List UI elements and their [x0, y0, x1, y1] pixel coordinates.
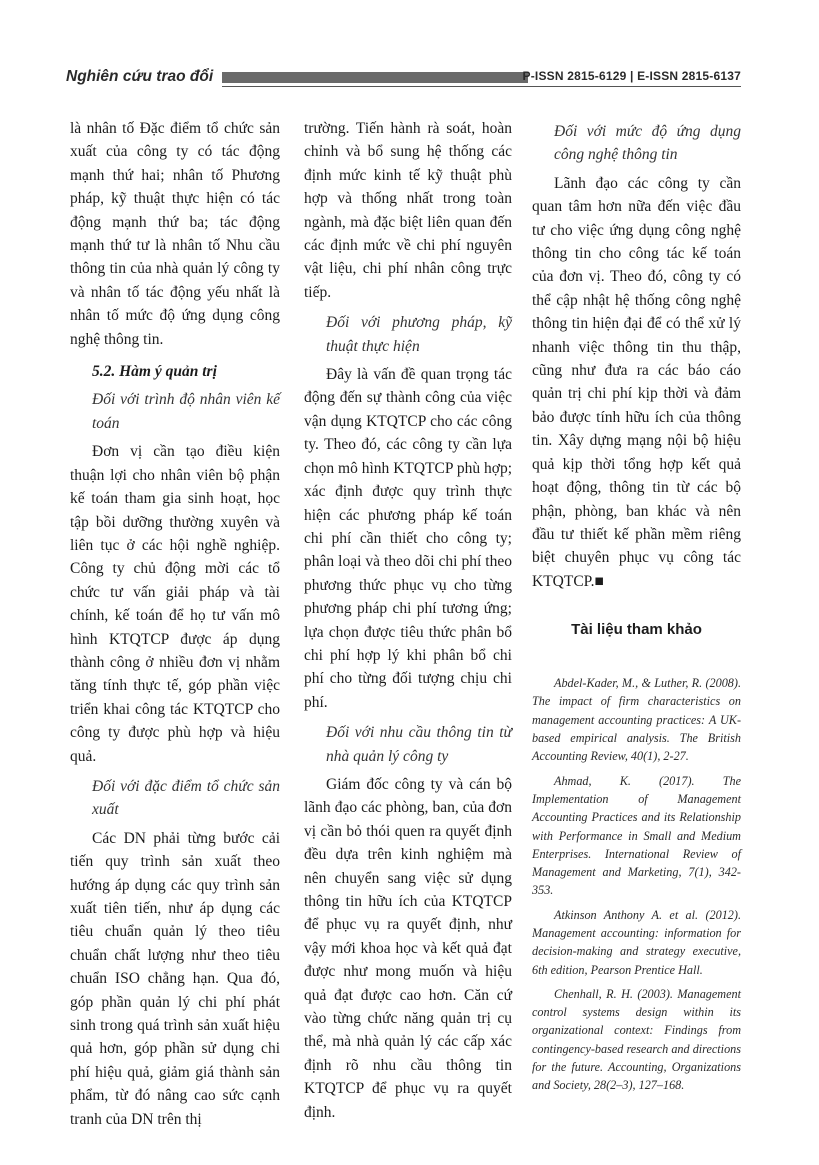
- reference-item: Ahmad, K. (2017). The Implementation of Management Accounting Practices and its Relationship with Performance in Small and Medium Enterprises. International Review of Management and Marketing, 7(1), 342-353.: [532, 773, 741, 898]
- subheading: Đối với nhu cầu thông tin từ nhà quản lý công ty: [326, 724, 512, 765]
- page-header: [0, 0, 819, 90]
- subheading: Đối với đặc điểm tổ chức sản xuất: [92, 777, 280, 819]
- header-bar: [222, 72, 528, 83]
- section-label: Nghiên cứu trao đổi: [66, 68, 214, 85]
- reference-item: Chenhall, R. H. (2003). Management control systems design within its organizational context: Findings from contingency-based research and directions for the future. Accounting, Organizations and Society, 28(2–3), 127–168.: [532, 986, 741, 1093]
- section-heading: 5.2. Hàm ý quản trị: [92, 363, 217, 381]
- end-mark-icon: ■: [594, 572, 604, 590]
- column-right: [532, 117, 741, 1101]
- paragraph: trường. Tiến hành rà soát, hoàn chỉnh và bổ sung hệ thống các định mức kinh tế kỹ thuật phù hợp và thống nhất trong toàn ngành, mà đặc biệt liên quan đến các định mức về chi phí nguyên vật liệu, chi phí nhân công trực tiếp.: [304, 120, 512, 301]
- references-title: Tài liệu tham khảo: [571, 621, 702, 639]
- subheading: Đối với mức độ ứng dụng công nghệ thông tin: [554, 123, 741, 164]
- paragraph: là nhân tố Đặc điểm tổ chức sản xuất của công ty có tác động mạnh thứ hai; nhân tố Phương pháp, kỹ thuật thực hiện có tác động mạnh thứ ba; tác động mạnh thứ tư là nhân tố Nhu cầu thông tin của nhà quản lý công ty và nhân tố tác động yếu nhất là nhân tố mức độ ứng dụng công nghệ thông tin.: [70, 120, 280, 348]
- paragraph: Giám đốc công ty và cán bộ lãnh đạo các phòng, ban, của đơn vị cần bỏ thói quen ra quyết định đều dựa trên kinh nghiệm mà nên chuyển sang việc sử dụng thông tin hữu ích của KTQTCP để phục vụ ra quyết định, như vậy mới khoa học và kết quả đạt được như mong muốn và hiệu quả đạt được cao hơn. Căn cứ vào từng chức năng quản trị cụ thể, mà nhà quản lý các cấp xác định rõ nhu cầu thông tin KTQTCP để phục vụ ra quyết định.: [304, 775, 512, 1121]
- paragraph: Đơn vị cần tạo điều kiện thuận lợi cho nhân viên bộ phận kế toán tham gia sinh hoạt, học tập bồi dưỡng thường xuyên và liên tục ở các hội nghề nghiệp. Công ty chủ động mời các tổ chức tư vấn giải pháp và tài chính, kế toán để họ tư vấn mô hình KTQTCP được áp dụng thành công ở nhiều đơn vị nhằm tăng tính thực tế, góp phần việc triển khai công tác KTQTCP cho công ty được phù hợp và hiệu quả.: [70, 443, 280, 765]
- subheading: Đối với trình độ nhân viên kế toán: [92, 391, 280, 432]
- reference-item: Atkinson Anthony A. et al. (2012). Management accounting: information for decision-making and strategy executive, 6th edition, Pearson Prentice Hall.: [532, 907, 741, 977]
- paragraph: Đây là vấn đề quan trọng tác động đến sự thành công của việc vận dụng KTQTCP cho các công ty. Theo đó, các công ty cần lựa chọn mô hình KTQTCP phù hợp; xác định được quy trình thực hiện các phương pháp kế toán chi phí cần thiết cho công ty; phân loại và theo dõi chi phí theo phương thức phục vụ cho từng phương pháp chi phí tương ứng; lựa chọn được tiêu thức phân bổ chi phí hợp lý khi phân bổ chi phí cho từng đối tượng chịu chi phí.: [304, 366, 512, 711]
- subheading: Đối với phương pháp, kỹ thuật thực hiện: [326, 314, 512, 355]
- paragraph: Các DN phải từng bước cải tiến quy trình sản xuất theo hướng áp dụng các quy trình sản xuất tiên tiến, như áp dụng các tiêu chuẩn quản lý theo tiêu chuẩn chất lượng như theo tiêu chuẩn ISO chẳng hạn. Qua đó, góp phần quản lý chi phí phát sinh trong quá trình sản xuất hiệu quả hơn, góp phần sử dụng chi phí hiệu quả, giảm giá thành sản phẩm, từ đó nâng cao sức cạnh tranh của DN trên thị: [70, 829, 280, 1128]
- column-left: [70, 117, 280, 1131]
- issn-label: P-ISSN 2815-6129 | E-ISSN 2815-6137: [522, 69, 741, 83]
- column-middle: [304, 117, 512, 1124]
- header-rule: [222, 86, 741, 87]
- paragraph: [532, 172, 741, 593]
- paragraph-text: Lãnh đạo các công ty cần quan tâm hơn nữa đến việc đầu tư cho việc ứng dụng công nghệ thông tin cho công tác kế toán của đơn vị. Theo đó, công ty có thể cập nhật hệ thống công nghệ thông tin hiện đại để có thể xử lý nhanh việc thông tin thu thập, cũng như đưa ra các báo cáo quản trị chi phí kịp thời và đảm bảo được tính hữu ích của thông tin. Xây dựng mạng nội bộ hiệu quả kịp thời tổng hợp kết quả hoạt động, thông tin từ các bộ phận, phòng, ban khác và nên đầu tư thiết kế phần mềm riêng biệt chuyên phục vụ công tác KTQTCP.: [532, 174, 741, 590]
- reference-item: Abdel-Kader, M., & Luther, R. (2008). The impact of firm characteristics on management accounting practices: A UK-based empirical analysis. The British Accounting Review, 40(1), 2-27.: [532, 676, 741, 764]
